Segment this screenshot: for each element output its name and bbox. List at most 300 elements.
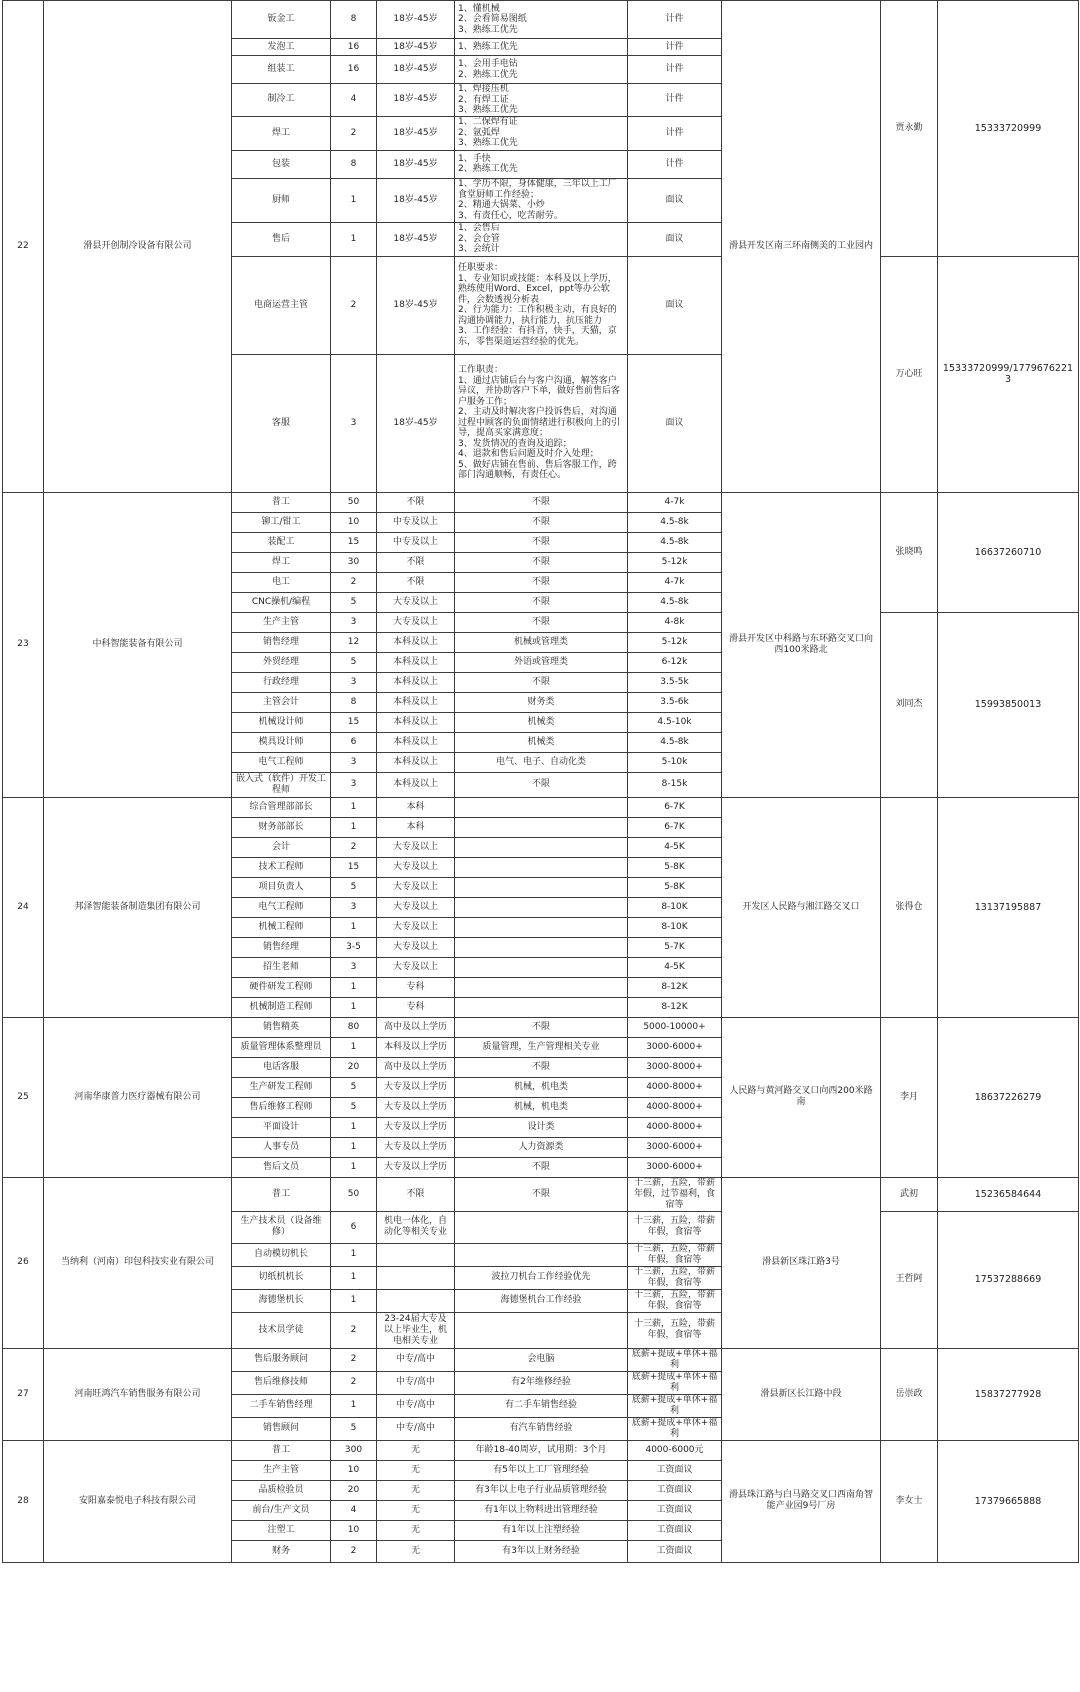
job-headcount: 3 bbox=[331, 957, 377, 977]
job-salary: 8-12K bbox=[628, 997, 722, 1017]
job-salary: 工资面议 bbox=[628, 1540, 722, 1562]
job-salary: 4000-6000元 bbox=[628, 1440, 722, 1460]
job-education: 大专及以上 bbox=[377, 917, 455, 937]
job-headcount: 3 bbox=[331, 612, 377, 632]
company-number: 23 bbox=[3, 492, 44, 797]
contact-name: 贾永勤 bbox=[881, 1, 938, 257]
job-requirements bbox=[455, 977, 628, 997]
job-title: 组装工 bbox=[232, 56, 331, 84]
job-title: 销售顾问 bbox=[232, 1417, 331, 1440]
job-title: 综合管理部部长 bbox=[232, 797, 331, 817]
job-education: 高中及以上学历 bbox=[377, 1017, 455, 1037]
contact-name: 李月 bbox=[881, 1017, 938, 1177]
job-headcount: 1 bbox=[331, 797, 377, 817]
job-headcount: 30 bbox=[331, 552, 377, 572]
job-education: 机电一体化，自动化等相关专业 bbox=[377, 1211, 455, 1243]
job-requirements: 质量管理，生产管理相关专业 bbox=[455, 1037, 628, 1057]
job-requirements bbox=[455, 897, 628, 917]
job-requirements: 1、会售后 2、会仓管 3、会统计 bbox=[455, 222, 628, 256]
job-title: 项目负责人 bbox=[232, 877, 331, 897]
job-headcount: 80 bbox=[331, 1017, 377, 1037]
job-salary: 4000-8000+ bbox=[628, 1097, 722, 1117]
contact-phone: 17379665888 bbox=[938, 1440, 1079, 1562]
job-education: 18岁-45岁 bbox=[377, 1, 455, 39]
company-address: 滑县开发区中科路与东环路交叉口向西100米路北 bbox=[722, 492, 881, 797]
job-education: 18岁-45岁 bbox=[377, 84, 455, 117]
job-requirements: 有2年维修经验 bbox=[455, 1371, 628, 1394]
job-title: 售后服务顾问 bbox=[232, 1348, 331, 1371]
company-name: 中科智能装备有限公司 bbox=[44, 492, 232, 797]
company-address: 滑县新区珠江路3号 bbox=[722, 1177, 881, 1348]
job-salary: 5-10k bbox=[628, 752, 722, 772]
job-requirements bbox=[455, 937, 628, 957]
job-salary: 工资面议 bbox=[628, 1480, 722, 1500]
job-requirements: 财务类 bbox=[455, 692, 628, 712]
job-title: 普工 bbox=[232, 1440, 331, 1460]
job-headcount: 1 bbox=[331, 178, 377, 222]
job-requirements: 1、学历不限，身体健康，三年以上工厂食堂厨师工作经验； 2、精通大锅菜、小炒 3、有责任心，吃苦耐劳。 bbox=[455, 178, 628, 222]
job-headcount: 1 bbox=[331, 1117, 377, 1137]
job-education: 本科及以上 bbox=[377, 652, 455, 672]
company-address: 滑县开发区南三环南侧美的工业园内 bbox=[722, 1, 881, 493]
job-requirements bbox=[455, 877, 628, 897]
job-requirements: 有1年以上物料进出管理经验 bbox=[455, 1500, 628, 1520]
job-headcount: 50 bbox=[331, 492, 377, 512]
job-headcount: 1 bbox=[331, 1157, 377, 1177]
job-title: 海德堡机长 bbox=[232, 1289, 331, 1312]
job-education: 不限 bbox=[377, 492, 455, 512]
job-salary: 5000-10000+ bbox=[628, 1017, 722, 1037]
company-name: 滑县开创制冷设备有限公司 bbox=[44, 1, 232, 493]
job-headcount: 4 bbox=[331, 1500, 377, 1520]
job-salary: 4.5-8k bbox=[628, 592, 722, 612]
job-headcount: 15 bbox=[331, 712, 377, 732]
job-education: 大专及以上学历 bbox=[377, 1137, 455, 1157]
job-salary: 4-8k bbox=[628, 612, 722, 632]
job-salary: 6-12k bbox=[628, 652, 722, 672]
job-listing-table bbox=[2, 0, 1079, 1563]
job-education: 18岁-45岁 bbox=[377, 39, 455, 56]
company-address: 开发区人民路与湘江路交叉口 bbox=[722, 797, 881, 1017]
company-name: 安阳嘉泰悦电子科技有限公司 bbox=[44, 1440, 232, 1562]
job-title: 铆工/钳工 bbox=[232, 512, 331, 532]
job-headcount: 5 bbox=[331, 1417, 377, 1440]
job-headcount: 3-5 bbox=[331, 937, 377, 957]
company-number: 28 bbox=[3, 1440, 44, 1562]
job-headcount: 1 bbox=[331, 1266, 377, 1289]
job-headcount: 1 bbox=[331, 222, 377, 256]
job-requirements: 机械或管理类 bbox=[455, 632, 628, 652]
company-name: 河南旺鸿汽车销售服务有限公司 bbox=[44, 1348, 232, 1440]
job-education: 无 bbox=[377, 1440, 455, 1460]
job-education: 大专及以上学历 bbox=[377, 1117, 455, 1137]
job-salary: 3000-6000+ bbox=[628, 1157, 722, 1177]
job-requirements bbox=[455, 1312, 628, 1348]
job-education: 中专/高中 bbox=[377, 1371, 455, 1394]
job-salary: 底薪+提成+单休+福利 bbox=[628, 1348, 722, 1371]
company-address: 人民路与黄河路交叉口向西200米路南 bbox=[722, 1017, 881, 1177]
job-requirements: 不限 bbox=[455, 772, 628, 797]
job-salary: 工资面议 bbox=[628, 1460, 722, 1480]
company-number: 25 bbox=[3, 1017, 44, 1177]
job-title: 售后文员 bbox=[232, 1157, 331, 1177]
job-headcount: 6 bbox=[331, 1211, 377, 1243]
job-headcount: 3 bbox=[331, 354, 377, 492]
job-salary: 4-5K bbox=[628, 957, 722, 977]
job-education: 无 bbox=[377, 1460, 455, 1480]
job-title: 销售精英 bbox=[232, 1017, 331, 1037]
job-requirements: 1、熟练工优先 bbox=[455, 39, 628, 56]
company-name: 邦泽智能装备制造集团有限公司 bbox=[44, 797, 232, 1017]
job-title: 电气工程师 bbox=[232, 752, 331, 772]
contact-name: 张得仓 bbox=[881, 797, 938, 1017]
job-title: 发泡工 bbox=[232, 39, 331, 56]
job-title: 品质检验员 bbox=[232, 1480, 331, 1500]
table-row bbox=[3, 1, 1079, 39]
job-education: 本科及以上学历 bbox=[377, 1037, 455, 1057]
job-salary: 面议 bbox=[628, 178, 722, 222]
job-requirements: 机械，机电类 bbox=[455, 1097, 628, 1117]
job-requirements bbox=[455, 857, 628, 877]
job-education: 大专及以上 bbox=[377, 592, 455, 612]
job-education: 无 bbox=[377, 1520, 455, 1540]
job-salary: 4.5-10k bbox=[628, 712, 722, 732]
job-title: 厨师 bbox=[232, 178, 331, 222]
job-requirements: 有汽车销售经验 bbox=[455, 1417, 628, 1440]
job-requirements: 1、会用手电钻 2、熟练工优先 bbox=[455, 56, 628, 84]
job-requirements bbox=[455, 917, 628, 937]
job-education: 18岁-45岁 bbox=[377, 256, 455, 354]
job-salary: 十三薪，五险，带薪年假，食宿等 bbox=[628, 1243, 722, 1266]
job-requirements: 有5年以上工厂管理经验 bbox=[455, 1460, 628, 1480]
job-salary: 3000-6000+ bbox=[628, 1137, 722, 1157]
job-education: 18岁-45岁 bbox=[377, 178, 455, 222]
job-title: 外贸经理 bbox=[232, 652, 331, 672]
job-requirements: 不限 bbox=[455, 492, 628, 512]
job-title: 机械设计师 bbox=[232, 712, 331, 732]
contact-phone: 15333720999/17796762213 bbox=[938, 256, 1079, 492]
job-headcount: 1 bbox=[331, 1037, 377, 1057]
job-requirements: 不限 bbox=[455, 572, 628, 592]
job-title: 嵌入式（软件）开发工程师 bbox=[232, 772, 331, 797]
job-education: 大专及以上 bbox=[377, 857, 455, 877]
job-requirements: 不限 bbox=[455, 532, 628, 552]
job-education: 专科 bbox=[377, 977, 455, 997]
job-education: 本科及以上 bbox=[377, 692, 455, 712]
table-row bbox=[3, 1177, 1079, 1211]
company-name: 河南华康普力医疗器械有限公司 bbox=[44, 1017, 232, 1177]
job-education: 中专及以上 bbox=[377, 512, 455, 532]
job-salary: 底薪+提成+单休+福利 bbox=[628, 1371, 722, 1394]
job-headcount: 2 bbox=[331, 1540, 377, 1562]
job-requirements: 不限 bbox=[455, 512, 628, 532]
job-education: 18岁-45岁 bbox=[377, 116, 455, 150]
job-education: 无 bbox=[377, 1540, 455, 1562]
contact-phone: 15236584644 bbox=[938, 1177, 1079, 1211]
job-education: 无 bbox=[377, 1500, 455, 1520]
job-education: 本科及以上 bbox=[377, 772, 455, 797]
contact-name: 刘同杰 bbox=[881, 612, 938, 797]
table-row bbox=[3, 492, 1079, 512]
job-salary: 3000-6000+ bbox=[628, 1037, 722, 1057]
job-requirements: 年龄18-40周岁，试用期：3个月 bbox=[455, 1440, 628, 1460]
job-requirements: 会电脑 bbox=[455, 1348, 628, 1371]
job-headcount: 300 bbox=[331, 1440, 377, 1460]
job-salary: 计件 bbox=[628, 150, 722, 178]
job-requirements: 不限 bbox=[455, 1057, 628, 1077]
job-title: 电气工程师 bbox=[232, 897, 331, 917]
job-requirements: 不限 bbox=[455, 1177, 628, 1211]
job-headcount: 1 bbox=[331, 1289, 377, 1312]
job-salary: 十三薪，五险，带薪年假，食宿等 bbox=[628, 1211, 722, 1243]
job-headcount: 4 bbox=[331, 84, 377, 117]
job-title: 装配工 bbox=[232, 532, 331, 552]
job-requirements: 海德堡机台工作经验 bbox=[455, 1289, 628, 1312]
job-education: 不限 bbox=[377, 1177, 455, 1211]
job-requirements bbox=[455, 1211, 628, 1243]
job-education: 23-24届大专及以上毕业生，机电相关专业 bbox=[377, 1312, 455, 1348]
company-number: 27 bbox=[3, 1348, 44, 1440]
job-requirements: 不限 bbox=[455, 592, 628, 612]
job-requirements bbox=[455, 997, 628, 1017]
job-salary: 3000-8000+ bbox=[628, 1057, 722, 1077]
job-headcount: 1 bbox=[331, 977, 377, 997]
job-title: 生产主管 bbox=[232, 612, 331, 632]
job-education: 本科及以上 bbox=[377, 672, 455, 692]
job-salary: 十三薪，五险，带薪年假，食宿等 bbox=[628, 1312, 722, 1348]
job-headcount: 10 bbox=[331, 512, 377, 532]
job-listing-body bbox=[3, 1, 1079, 1563]
job-education: 本科及以上 bbox=[377, 732, 455, 752]
job-headcount: 10 bbox=[331, 1520, 377, 1540]
job-title: 售后 bbox=[232, 222, 331, 256]
job-title: 生产研发工程师 bbox=[232, 1077, 331, 1097]
job-requirements: 机械，机电类 bbox=[455, 1077, 628, 1097]
job-title: 电工 bbox=[232, 572, 331, 592]
job-headcount: 15 bbox=[331, 532, 377, 552]
job-requirements: 1、焊接压机 2、有焊工证 3、熟练工优先 bbox=[455, 84, 628, 117]
job-title: 机械工程师 bbox=[232, 917, 331, 937]
job-salary: 工资面议 bbox=[628, 1520, 722, 1540]
job-title: 切纸机机长 bbox=[232, 1266, 331, 1289]
contact-phone: 17537288669 bbox=[938, 1211, 1079, 1348]
job-headcount: 20 bbox=[331, 1480, 377, 1500]
job-education: 中专/高中 bbox=[377, 1417, 455, 1440]
job-education: 大专及以上 bbox=[377, 877, 455, 897]
job-education bbox=[377, 1243, 455, 1266]
job-title: 人事专员 bbox=[232, 1137, 331, 1157]
table-row bbox=[3, 1440, 1079, 1460]
table-row bbox=[3, 797, 1079, 817]
job-salary: 计件 bbox=[628, 56, 722, 84]
job-salary: 6-7K bbox=[628, 797, 722, 817]
company-number: 22 bbox=[3, 1, 44, 493]
job-title: 技术员学徒 bbox=[232, 1312, 331, 1348]
job-salary: 计件 bbox=[628, 84, 722, 117]
job-title: 质量管理体系整理员 bbox=[232, 1037, 331, 1057]
job-salary: 4-7k bbox=[628, 492, 722, 512]
job-salary: 面议 bbox=[628, 354, 722, 492]
job-title: 财务部部长 bbox=[232, 817, 331, 837]
job-title: 行政经理 bbox=[232, 672, 331, 692]
job-education: 18岁-45岁 bbox=[377, 56, 455, 84]
job-title: 机械制造工程师 bbox=[232, 997, 331, 1017]
job-title: 销售经理 bbox=[232, 937, 331, 957]
job-title: 焊工 bbox=[232, 552, 331, 572]
job-title: 钣金工 bbox=[232, 1, 331, 39]
job-headcount: 1 bbox=[331, 1394, 377, 1417]
job-requirements: 人力资源类 bbox=[455, 1137, 628, 1157]
job-headcount: 2 bbox=[331, 256, 377, 354]
job-salary: 8-10K bbox=[628, 917, 722, 937]
job-salary: 4000-8000+ bbox=[628, 1077, 722, 1097]
job-education bbox=[377, 1266, 455, 1289]
job-requirements: 1、手快 2、熟练工优先 bbox=[455, 150, 628, 178]
job-education: 大专及以上 bbox=[377, 837, 455, 857]
job-headcount: 3 bbox=[331, 772, 377, 797]
job-salary: 8-12K bbox=[628, 977, 722, 997]
job-salary: 底薪+提成+单休+福利 bbox=[628, 1394, 722, 1417]
job-requirements bbox=[455, 817, 628, 837]
job-education bbox=[377, 1289, 455, 1312]
job-title: 销售经理 bbox=[232, 632, 331, 652]
job-headcount: 2 bbox=[331, 116, 377, 150]
job-education: 本科及以上 bbox=[377, 632, 455, 652]
company-address: 滑县新区长江路中段 bbox=[722, 1348, 881, 1440]
job-requirements: 不限 bbox=[455, 672, 628, 692]
job-headcount: 15 bbox=[331, 857, 377, 877]
job-title: 会计 bbox=[232, 837, 331, 857]
job-headcount: 3 bbox=[331, 752, 377, 772]
job-requirements: 外语或管理类 bbox=[455, 652, 628, 672]
job-education: 中专/高中 bbox=[377, 1348, 455, 1371]
job-headcount: 1 bbox=[331, 917, 377, 937]
table-row bbox=[3, 1017, 1079, 1037]
job-headcount: 20 bbox=[331, 1057, 377, 1077]
company-number: 24 bbox=[3, 797, 44, 1017]
job-education: 大专及以上 bbox=[377, 612, 455, 632]
job-title: 前台/生产文员 bbox=[232, 1500, 331, 1520]
job-headcount: 5 bbox=[331, 652, 377, 672]
job-requirements: 任职要求： 1、专业知识或技能：本科及以上学历，熟练使用Word、Excel，ppt等办公软件，会数透视分析表 2、行为能力：工作积极主动，有良好的沟通协调能力，执行能力，抗压能力 3、工作经验：有抖音，快手，天猫，京东，零售渠道运营经验的优先。 bbox=[455, 256, 628, 354]
job-requirements: 不限 bbox=[455, 612, 628, 632]
contact-phone: 15333720999 bbox=[938, 1, 1079, 257]
job-education: 大专及以上 bbox=[377, 937, 455, 957]
job-headcount: 1 bbox=[331, 817, 377, 837]
contact-phone: 15837277928 bbox=[938, 1348, 1079, 1440]
job-requirements bbox=[455, 957, 628, 977]
job-title: 模具设计师 bbox=[232, 732, 331, 752]
job-education: 18岁-45岁 bbox=[377, 150, 455, 178]
job-requirements: 1、二保焊有证 2、氩弧焊 3、熟练工优先 bbox=[455, 116, 628, 150]
job-headcount: 12 bbox=[331, 632, 377, 652]
job-headcount: 2 bbox=[331, 1371, 377, 1394]
job-education: 专科 bbox=[377, 997, 455, 1017]
job-title: 客服 bbox=[232, 354, 331, 492]
job-headcount: 1 bbox=[331, 1137, 377, 1157]
job-salary: 计件 bbox=[628, 1, 722, 39]
job-salary: 计件 bbox=[628, 39, 722, 56]
job-salary: 5-8K bbox=[628, 857, 722, 877]
job-salary: 4.5-8k bbox=[628, 532, 722, 552]
job-salary: 4.5-8k bbox=[628, 732, 722, 752]
job-salary: 8-15k bbox=[628, 772, 722, 797]
job-education: 中专/高中 bbox=[377, 1394, 455, 1417]
table-row bbox=[3, 1348, 1079, 1371]
job-title: 技术工程师 bbox=[232, 857, 331, 877]
job-title: 电话客服 bbox=[232, 1057, 331, 1077]
job-education: 大专及以上 bbox=[377, 957, 455, 977]
company-name: 当纳利（河南）印包科技实业有限公司 bbox=[44, 1177, 232, 1348]
job-salary: 5-12k bbox=[628, 632, 722, 652]
contact-name: 武初 bbox=[881, 1177, 938, 1211]
job-headcount: 5 bbox=[331, 877, 377, 897]
job-requirements bbox=[455, 1243, 628, 1266]
job-salary: 面议 bbox=[628, 256, 722, 354]
job-headcount: 10 bbox=[331, 1460, 377, 1480]
job-headcount: 50 bbox=[331, 1177, 377, 1211]
job-education: 不限 bbox=[377, 572, 455, 592]
job-headcount: 6 bbox=[331, 732, 377, 752]
job-education: 无 bbox=[377, 1480, 455, 1500]
job-education: 高中及以上学历 bbox=[377, 1057, 455, 1077]
job-title: 生产技术员（设备维修） bbox=[232, 1211, 331, 1243]
job-headcount: 2 bbox=[331, 837, 377, 857]
job-salary: 5-7K bbox=[628, 937, 722, 957]
job-salary: 计件 bbox=[628, 116, 722, 150]
job-title: 平面设计 bbox=[232, 1117, 331, 1137]
job-headcount: 5 bbox=[331, 592, 377, 612]
job-education: 大专及以上 bbox=[377, 897, 455, 917]
job-title: 普工 bbox=[232, 492, 331, 512]
job-salary: 6-7K bbox=[628, 817, 722, 837]
job-education: 18岁-45岁 bbox=[377, 354, 455, 492]
job-title: 生产主管 bbox=[232, 1460, 331, 1480]
contact-name: 岳崇政 bbox=[881, 1348, 938, 1440]
job-salary: 十三薪，五险，带薪年假，食宿等 bbox=[628, 1289, 722, 1312]
job-salary: 十三薪，五险，带薪年假，过节福利，食宿等 bbox=[628, 1177, 722, 1211]
job-headcount: 5 bbox=[331, 1077, 377, 1097]
job-headcount: 3 bbox=[331, 897, 377, 917]
company-number: 26 bbox=[3, 1177, 44, 1348]
job-requirements: 不限 bbox=[455, 1157, 628, 1177]
job-title: 财务 bbox=[232, 1540, 331, 1562]
job-headcount: 2 bbox=[331, 1312, 377, 1348]
job-requirements bbox=[455, 797, 628, 817]
job-education: 不限 bbox=[377, 552, 455, 572]
job-education: 本科及以上 bbox=[377, 752, 455, 772]
job-salary: 工资面议 bbox=[628, 1500, 722, 1520]
job-requirements: 设计类 bbox=[455, 1117, 628, 1137]
job-title: CNC操机/编程 bbox=[232, 592, 331, 612]
contact-name: 张晓鸣 bbox=[881, 492, 938, 612]
job-requirements bbox=[455, 837, 628, 857]
contact-phone: 15993850013 bbox=[938, 612, 1079, 797]
job-title: 包装 bbox=[232, 150, 331, 178]
job-title: 售后维修工程师 bbox=[232, 1097, 331, 1117]
job-requirements: 有3年以上财务经验 bbox=[455, 1540, 628, 1562]
job-education: 本科 bbox=[377, 817, 455, 837]
job-requirements: 有3年以上电子行业品质管理经验 bbox=[455, 1480, 628, 1500]
job-title: 售后维修技师 bbox=[232, 1371, 331, 1394]
job-headcount: 1 bbox=[331, 1243, 377, 1266]
company-address: 滑县珠江路与白马路交叉口西南角智能产业园9号厂房 bbox=[722, 1440, 881, 1562]
job-headcount: 3 bbox=[331, 672, 377, 692]
job-requirements: 有1年以上注塑经验 bbox=[455, 1520, 628, 1540]
job-title: 招生老师 bbox=[232, 957, 331, 977]
job-headcount: 8 bbox=[331, 150, 377, 178]
job-education: 中专及以上 bbox=[377, 532, 455, 552]
